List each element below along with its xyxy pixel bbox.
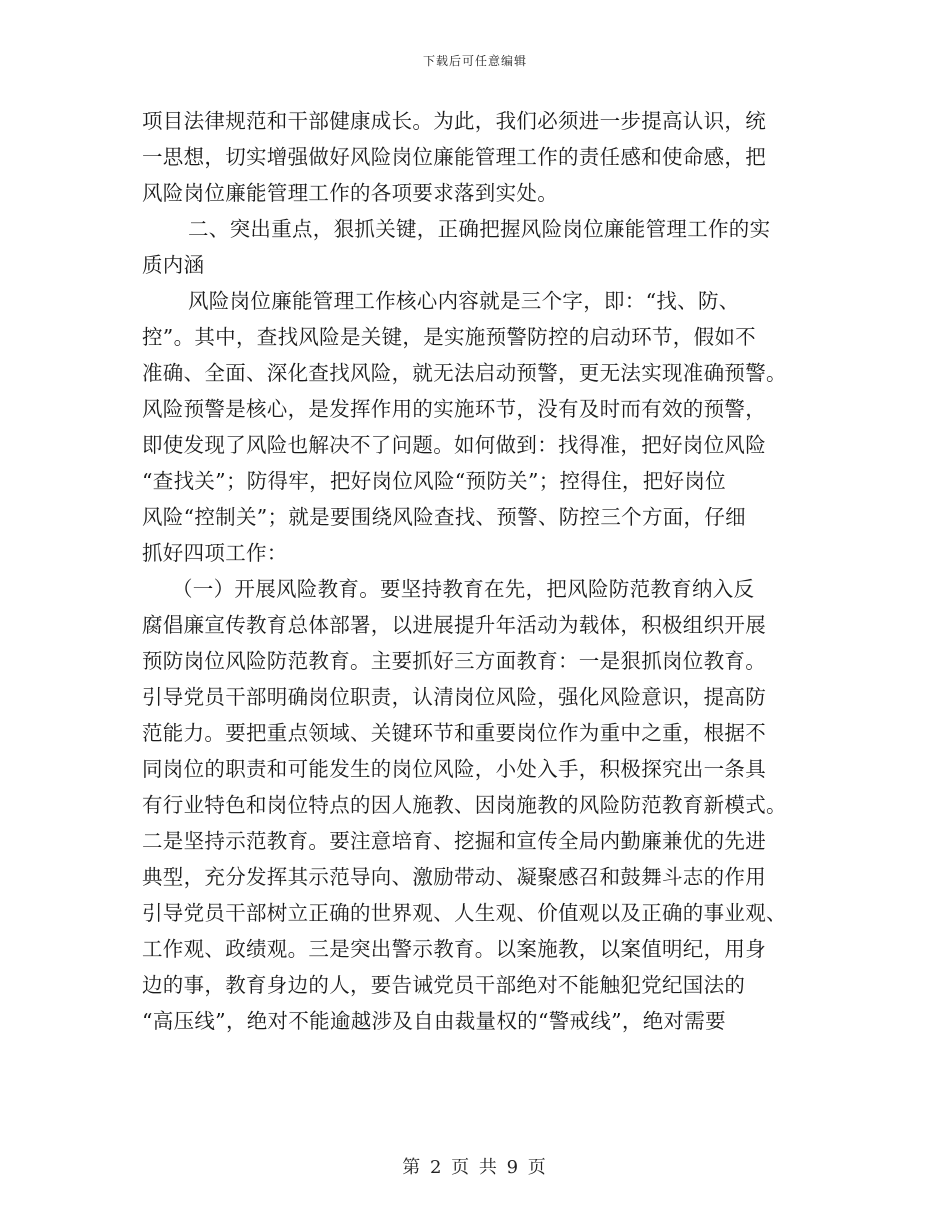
text-line: 预防岗位风险防范教育。主要抓好三方面教育：一是狠抓岗位教育。 — [142, 649, 766, 673]
text-line: 风险岗位廉能管理工作的各项要求落到实处。 — [142, 181, 558, 205]
page-number: 第 2 页 共 9 页 — [402, 1157, 548, 1178]
text-line: 抓好四项工作： — [142, 541, 288, 565]
text-line: 工作观、政绩观。三是突出警示教育。以案施教，以案值明纪，用身 — [142, 937, 766, 961]
section-heading-line: 二、突出重点，狠抓关键，正确把握风险岗位廉能管理工作的实 — [188, 217, 771, 241]
text-line: 边的事，教育身边的人，要告诫党员干部绝对不能触犯党纪国法的 — [142, 973, 746, 997]
text-line: 二是坚持示范教育。要注意培育、挖掘和宣传全局内勤廉兼优的先进 — [142, 829, 766, 853]
text-line: 即使发现了风险也解决不了问题。如何做到：找得准，把好岗位风险 — [142, 433, 766, 457]
text-line: 一思想，切实增强做好风险岗位廉能管理工作的责任感和使命感，把 — [142, 145, 766, 169]
page-header: 下载后可任意编辑 — [422, 54, 527, 68]
text-line: 风险预警是核心，是发挥作用的实施环节，没有及时而有效的预警， — [142, 397, 766, 421]
text-line: 范能力。要把重点领域、关键环节和重要岗位作为重中之重，根据不 — [142, 721, 766, 745]
text-line: 典型，充分发挥其示范导向、激励带动、凝聚感召和鼓舞斗志的作用 — [142, 865, 766, 889]
text-line: 引导党员干部明确岗位职责，认清岗位风险，强化风险意识，提高防 — [142, 685, 766, 709]
section-heading-line: 质内涵 — [142, 253, 205, 277]
text-line: 风险岗位廉能管理工作核心内容就是三个字，即：“找、防、 — [188, 289, 740, 313]
text-line: “查找关”；防得牢，把好岗位风险“预防关”；控得住，把好岗位 — [142, 469, 726, 493]
document-body — [142, 103, 802, 1039]
text-line: 项目法律规范和干部健康成长。为此，我们必须进一步提高认识，统 — [142, 109, 766, 133]
text-line: 引导党员干部树立正确的世界观、人生观、价值观以及正确的事业观、 — [142, 901, 787, 925]
text-line: “高压线”，绝对不能逾越涉及自由裁量权的“警戒线”，绝对需要 — [142, 1009, 726, 1033]
text-line: （一）开展风险教育。要坚持教育在先，把风险防范教育纳入反 — [172, 577, 755, 601]
text-line: 同岗位的职责和可能发生的岗位风险，小处入手，积极探究出一条具 — [142, 757, 766, 781]
text-line: 控”。其中，查找风险是关键，是实施预警防控的启动环节，假如不 — [142, 325, 756, 349]
text-line: 有行业特色和岗位特点的因人施教、因岗施教的风险防范教育新模式。 — [142, 793, 787, 817]
text-line: 风险“控制关”；就是要围绕风险查找、预警、防控三个方面，仔细 — [142, 505, 746, 529]
text-line: 准确、全面、深化查找风险，就无法启动预警，更无法实现准确预警。 — [142, 361, 787, 385]
text-line: 腐倡廉宣传教育总体部署，以进展提升年活动为载体，积极组织开展 — [142, 613, 766, 637]
